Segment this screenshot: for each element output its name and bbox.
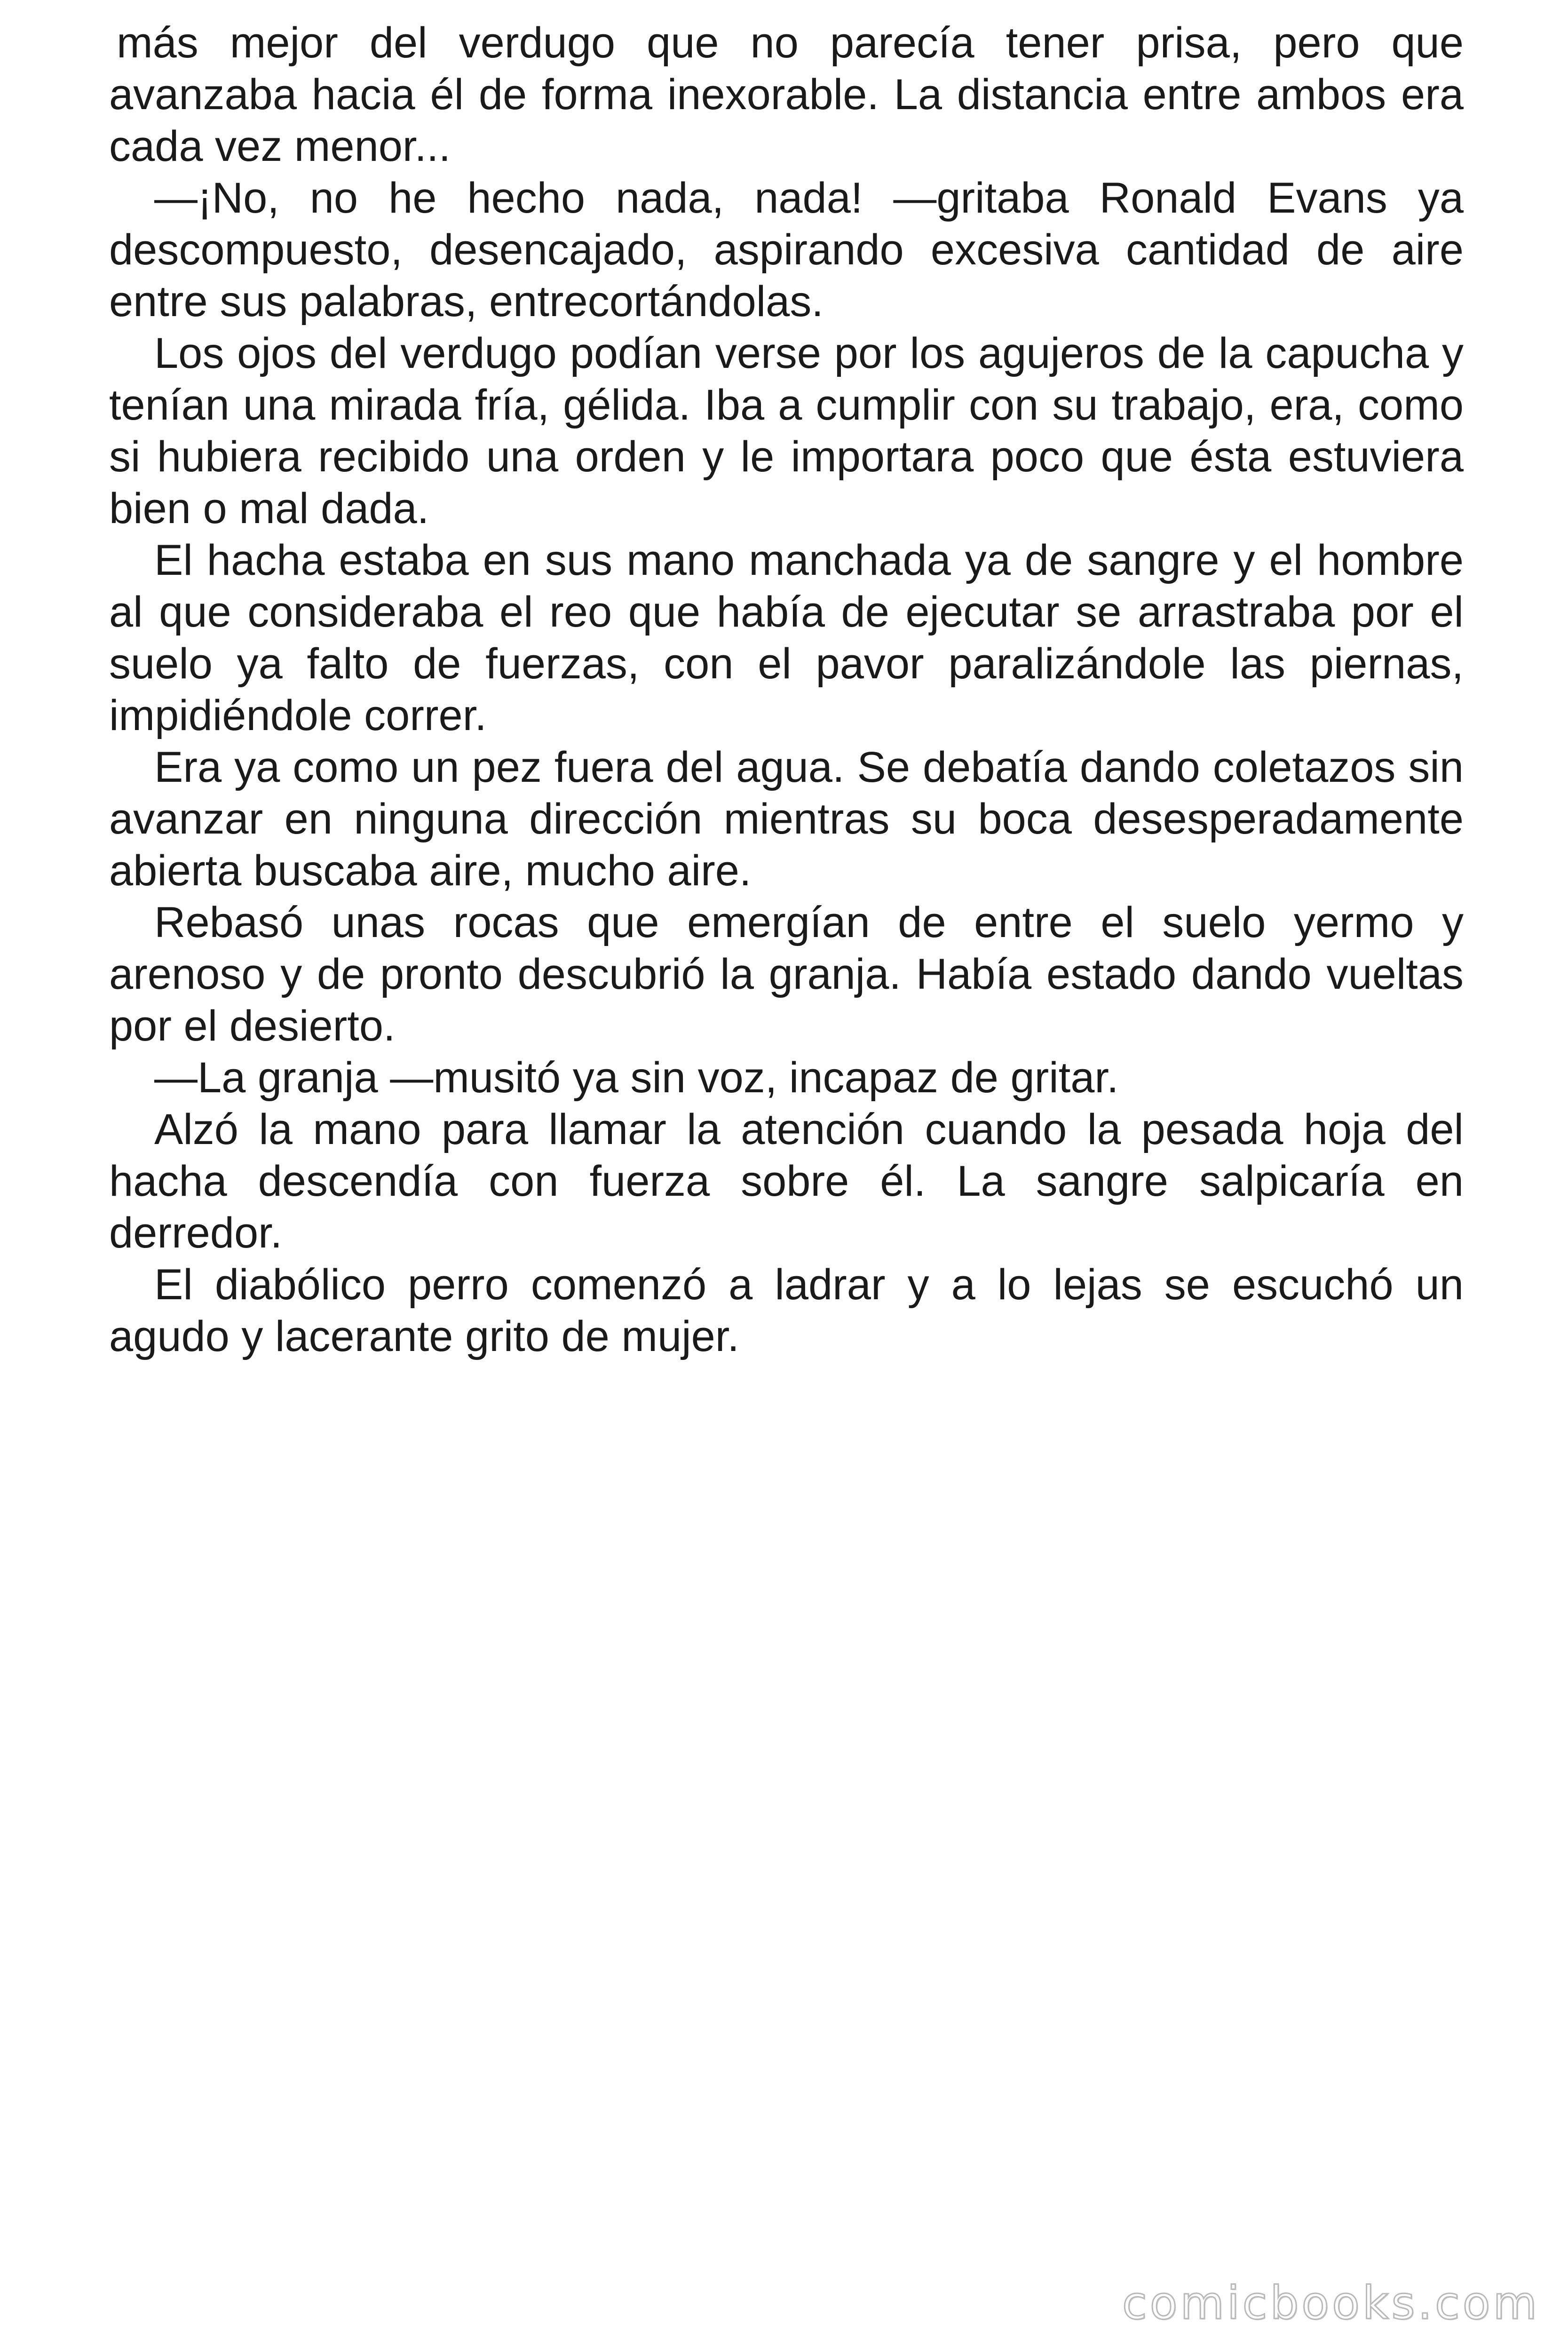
paragraph-9: El diabólico perro comenzó a ladrar y a lo lejas se escuchó un agudo y lacerante grito de mujer. (109, 1261, 1464, 1360)
paragraph-5: Era ya como un pez fuera del agua. Se debatía dando coletazos sin avanzar en ninguna dirección mientras su boca desesperadamente abierta buscaba aire, mucho aire. (109, 743, 1464, 895)
paragraph-1: más mejor del verdugo que no parecía tener prisa, pero que avanzaba hacia él de forma inexorable. La distancia entre ambos era cada vez menor... (109, 19, 1464, 170)
paragraph-8: Alzó la mano para llamar la atención cuando la pesada hoja del hacha descendía con fuerza sobre él. La sangre salpicaría en derredor. (109, 1105, 1464, 1257)
watermark: comicbooks.com (1122, 2277, 1540, 2329)
paragraph-7: —La granja —musitó ya sin voz, incapaz de gritar. (154, 1054, 1119, 1102)
paragraph-6: Rebasó unas rocas que emergían de entre el suelo yermo y arenoso y de pronto descubrió la granja. Había estado dando vueltas por el desierto. (109, 898, 1464, 1050)
paragraph-4: El hacha estaba en sus mano manchada ya de sangre y el hombre al que consideraba el reo que había de ejecutar se arrastraba por el suelo ya falto de fuerzas, con el pavor paralizándole las piernas, impidiéndole correr. (109, 536, 1464, 739)
paragraph-3: Los ojos del verdugo podían verse por los agujeros de la capucha y tenían una mirada fría, gélida. Iba a cumplir con su trabajo, era, como si hubiera recibido una orden y le importara poco que ésta estuviera bien o mal dada. (109, 329, 1464, 532)
paragraph-2: —¡No, no he hecho nada, nada! —gritaba Ronald Evans ya descompuesto, desencajado, aspirando excesiva cantidad de aire entre sus palabras, entrecortándolas. (109, 174, 1464, 326)
body-text (109, 17, 1464, 1362)
